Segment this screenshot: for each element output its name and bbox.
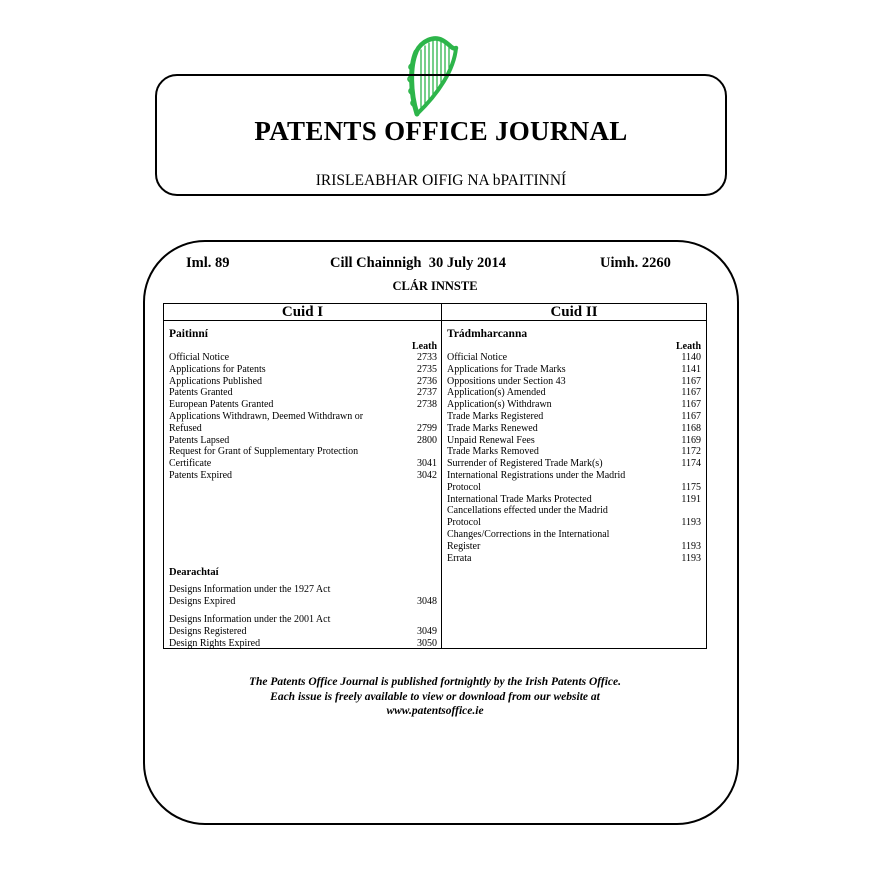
toc-entry [447,435,701,447]
toc-entry-page: 1169 [681,434,701,446]
toc-entry [169,435,437,447]
toc-entry-page: 2737 [417,387,437,399]
toc-entry [447,482,701,494]
contents-heading: CLÁR INNSTE [392,279,478,293]
toc-entry-page: 1167 [681,375,701,387]
toc-entry-label: International Trade Marks Protected [447,493,592,505]
toc-entry-page: 2736 [417,375,437,387]
toc-entry-label: Register [447,540,481,552]
toc-entry [169,399,437,411]
header-box [155,74,727,196]
toc-entry-page: 1167 [681,387,701,399]
toc-entry [447,529,701,541]
toc-entry-page: 1191 [681,493,701,505]
toc-entry-label: Cancellations effected under the Madrid [447,505,608,517]
toc-entry-page: 1193 [681,517,701,529]
designs-section-title: Dearachtaí [169,567,219,578]
toc-entry [169,626,437,638]
toc-entry-page: 3049 [417,625,437,637]
toc-entry-label: Designs Registered [169,625,247,637]
toc-entry-label: Patents Granted [169,387,233,399]
toc-entry-label: Applications for Patents [169,363,266,375]
toc-entry [447,517,701,529]
toc-entry-page: 1193 [681,552,701,564]
part2-column [442,304,706,648]
toc-entry [447,387,701,399]
issue-number: Uimh. 2260 [600,255,671,271]
toc-entry [169,470,437,482]
toc-entry-page: 1167 [681,410,701,422]
toc-entry-page: 2738 [417,399,437,411]
toc-entry [447,553,701,565]
toc-entry [169,614,437,626]
journal-subtitle: IRISLEABHAR OIFIG NA bPAITINNÍ [315,172,567,189]
toc-entry [169,423,437,435]
toc-entry-label: Official Notice [169,352,230,363]
toc-entry-label: Applications Withdrawn, Deemed Withdrawn or [169,410,364,422]
toc-entry [447,376,701,388]
toc-entry [169,458,437,470]
toc-entry-label: Protocol [447,517,481,529]
toc-entry-label: Unpaid Renewal Fees [447,434,535,446]
toc-entry-page: 1175 [681,481,701,493]
toc-entry [169,446,437,458]
toc-entry-label: Patents Expired [169,469,233,481]
toc-entry-label: Designs Information under the 2001 Act [169,614,331,625]
toc-entry-label: Refused [169,422,202,434]
footer-note [0,675,870,719]
toc-entry-label: Application(s) Withdrawn [447,399,552,411]
toc-entry-label: Protocol [447,481,481,493]
toc-entry-page: 3042 [417,469,437,481]
toc-entry [169,584,437,596]
toc-entry-page: 1172 [681,446,701,458]
part2-list [447,352,701,564]
toc-entry-label: Application(s) Amended [447,387,546,399]
toc-entry [169,411,437,423]
toc-entry [447,470,701,482]
toc-entry [447,364,701,376]
toc-entry [447,446,701,458]
part1-title: Cuid I [164,304,441,321]
toc-entry [169,387,437,399]
toc-entry-label: Errata [447,552,472,564]
toc-entry [169,638,437,650]
toc-entry-page: 3050 [417,637,437,649]
toc-entry-page: 3048 [417,595,437,607]
toc-entry-label: Surrender of Registered Trade Mark(s) [447,458,603,470]
toc-entry-label: Designs Information under the 1927 Act [169,584,331,595]
issue-volume: Iml. 89 [186,255,230,271]
toc-entry-page: 1174 [681,458,701,470]
toc-entry-label: Trade Marks Removed [447,446,539,458]
part1-page-column-header: Leath [412,341,437,352]
toc-entry [447,494,701,506]
toc-entry-page: 1167 [681,399,701,411]
toc-entry-page: 3041 [417,458,437,470]
part1-section-title: Paitinní [169,328,208,340]
toc-entry-label: Applications for Trade Marks [447,363,566,375]
designs-group-1927 [169,584,437,608]
toc-entry-label: Trade Marks Registered [447,410,544,422]
toc-entry-page: 1140 [681,352,701,363]
toc-entry-label: International Registrations under the Madrid [447,469,626,481]
toc-entry-page: 2800 [417,434,437,446]
toc-entry-label: Official Notice [447,352,508,363]
toc-entry-page: 2735 [417,363,437,375]
toc-entry [447,458,701,470]
toc-entry-label: Oppositions under Section 43 [447,375,566,387]
designs-group-2001 [169,614,437,649]
toc-entry-label: Design Rights Expired [169,637,261,649]
part2-page-column-header: Leath [676,341,701,352]
toc-entry-label: Changes/Corrections in the International [447,528,610,540]
part2-title: Cuid II [442,304,706,321]
toc-entry-label: Patents Lapsed [169,434,230,446]
footer-website-link[interactable]: www.patentsoffice.ie [386,705,484,717]
toc-entry [169,596,437,608]
toc-entry-page: 1141 [681,363,701,375]
footer-line-1: The Patents Office Journal is published fortnightly by the Irish Patents Office. [248,676,622,688]
toc-entry [447,411,701,423]
toc-entry [447,352,701,364]
toc-entry-label: European Patents Granted [169,399,274,411]
toc-entry-page: 1168 [681,422,701,434]
toc-entry-page: 2733 [417,352,437,363]
toc-entry-label: Request for Grant of Supplementary Protection [169,446,359,458]
toc-entry [447,423,701,435]
toc-entry [169,364,437,376]
toc-entry-label: Designs Expired [169,595,236,607]
toc-entry [447,505,701,517]
journal-title: PATENTS OFFICE JOURNAL [254,116,628,146]
part1-column [164,304,442,648]
toc-entry-label: Certificate [169,458,212,470]
toc-entry-label: Trade Marks Renewed [447,422,538,434]
toc-entry-page: 1193 [681,540,701,552]
contents-table [163,303,707,649]
toc-entry-label: Applications Published [169,375,263,387]
toc-entry [447,541,701,553]
toc-entry [447,399,701,411]
toc-entry [169,376,437,388]
issue-place-date: Cill Chainnigh 30 July 2014 [330,255,507,271]
part2-section-title: Trádmharcanna [447,328,528,340]
footer-line-2: Each issue is freely available to view or download from our website at [270,690,600,703]
part1-list [169,352,437,482]
toc-entry [169,352,437,364]
toc-entry-page: 2799 [417,422,437,434]
